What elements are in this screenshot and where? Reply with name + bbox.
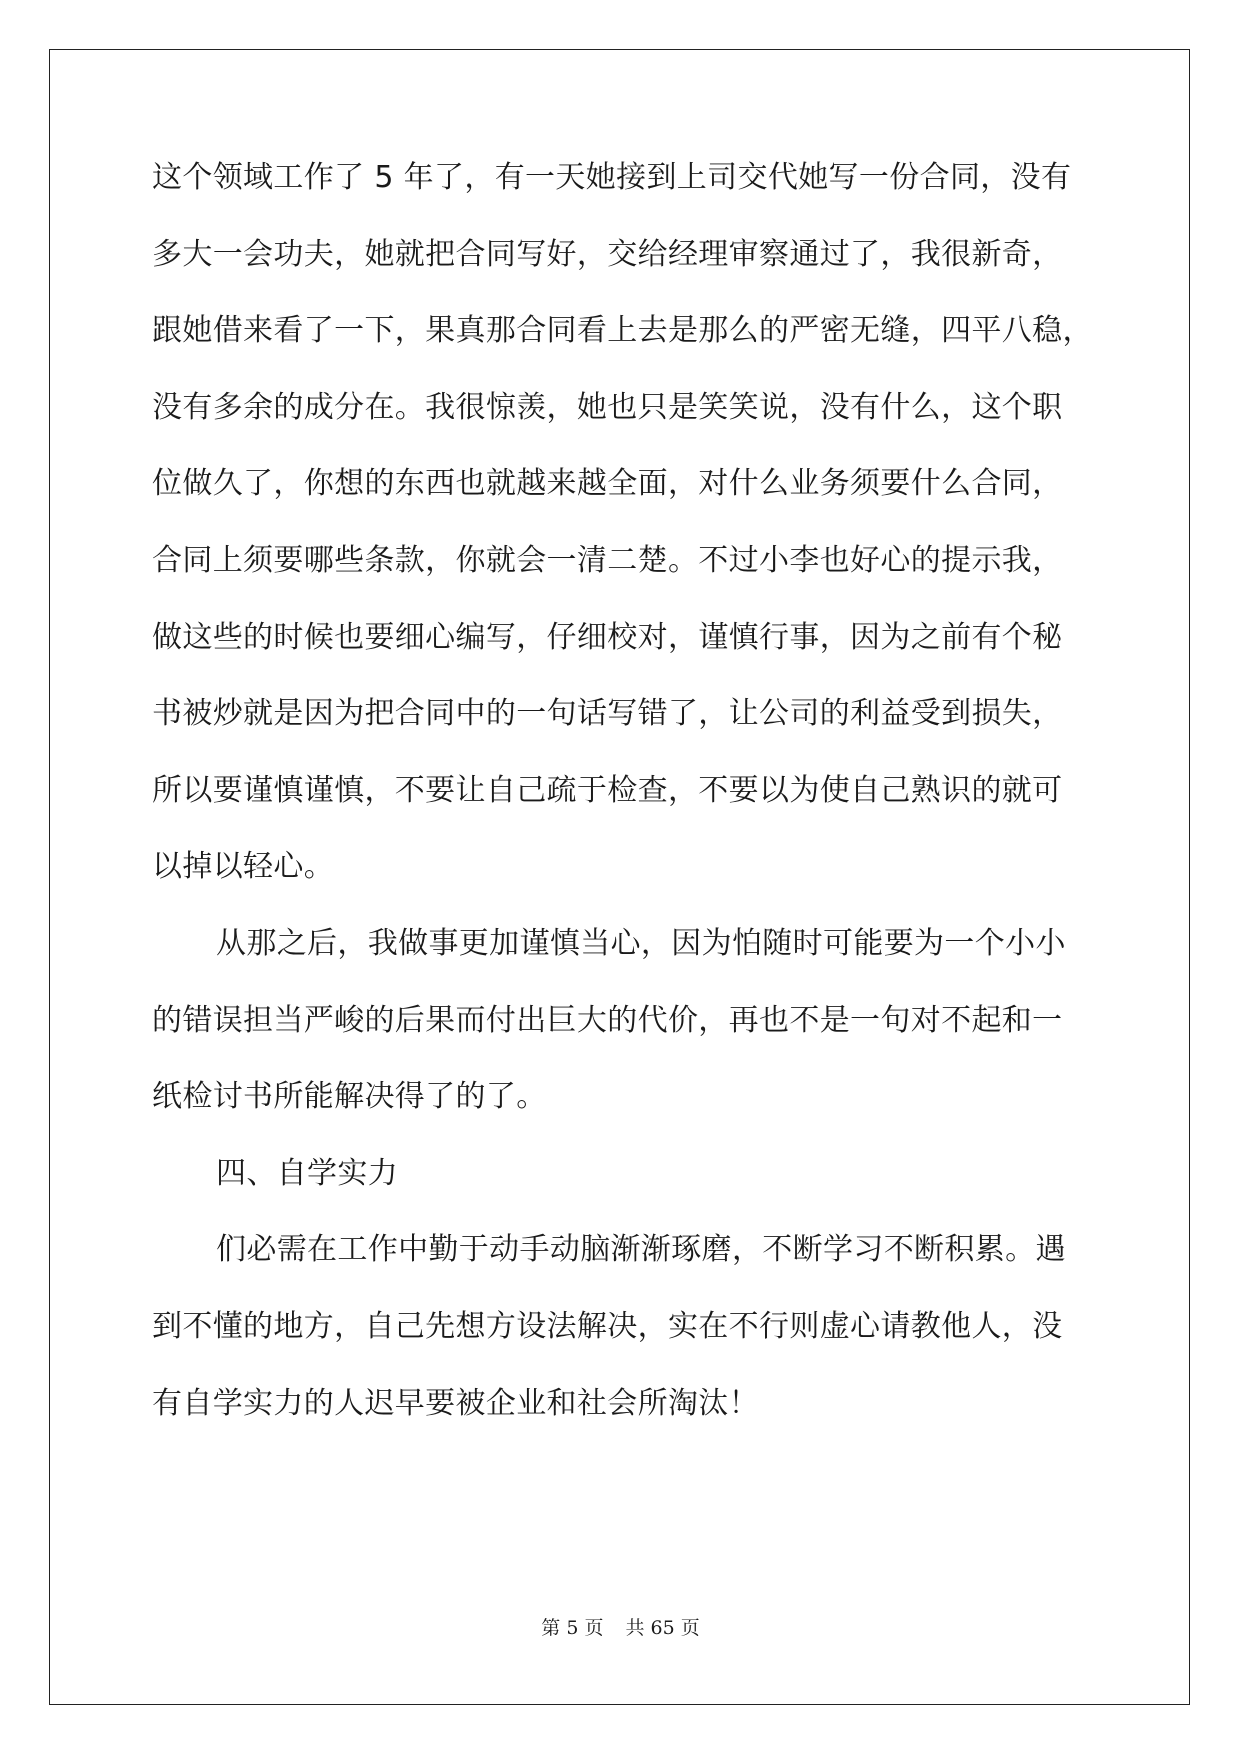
section-heading: 四、自学实力: [216, 1155, 399, 1191]
body-line: 合同上须要哪些条款，你就会一清二楚。不过小李也好心的提示我，: [152, 542, 1063, 578]
page-footer: [0, 1613, 1241, 1640]
paragraph-start-line: 从那之后，我做事更加谨慎当心，因为怕随时可能要为一个小小: [216, 925, 1066, 961]
body-line: 以掉以轻心。: [152, 849, 335, 885]
body-line: 跟她借来看了一下，果真那合同看上去是那么的严密无缝，四平八稳，: [152, 313, 1093, 349]
body-line: 多大一会功夫，她就把合同写好，交给经理审察通过了，我很新奇，: [152, 236, 1063, 272]
paragraph-start-line: 们必需在工作中勤于动手动脑渐渐琢磨，不断学习不断积累。遇: [216, 1232, 1066, 1268]
body-line: 到不懂的地方，自己先想方设法解决，实在不行则虚心请教他人，没: [152, 1308, 1063, 1344]
body-line: 做这些的时候也要细心编写，仔细校对，谨慎行事，因为之前有个秘: [152, 619, 1063, 655]
body-line: 所以要谨慎谨慎，不要让自己疏于检查，不要以为使自己熟识的就可: [152, 772, 1063, 808]
body-line: 这个领域工作了 5 年了，有一天她接到上司交代她写一份合同，没有: [152, 160, 1072, 195]
body-line: 位做久了，你想的东西也就越来越全面，对什么业务须要什么合同，: [152, 466, 1063, 502]
body-line: 书被炒就是因为把合同中的一句话写错了，让公司的利益受到损失，: [152, 696, 1063, 732]
body-line: 的错误担当严峻的后果而付出巨大的代价，再也不是一句对不起和一: [152, 1002, 1063, 1038]
page-number: 第 5 页: [541, 1617, 604, 1639]
total-pages: 共 65 页: [625, 1617, 700, 1639]
body-line: 没有多余的成分在。我很惊羡，她也只是笑笑说，没有什么，这个职: [152, 389, 1063, 425]
body-line: 纸检讨书所能解决得了的了。: [152, 1079, 547, 1115]
document-body: [152, 160, 1092, 1462]
body-line: 有自学实力的人迟早要被企业和社会所淘汰！: [152, 1385, 759, 1421]
